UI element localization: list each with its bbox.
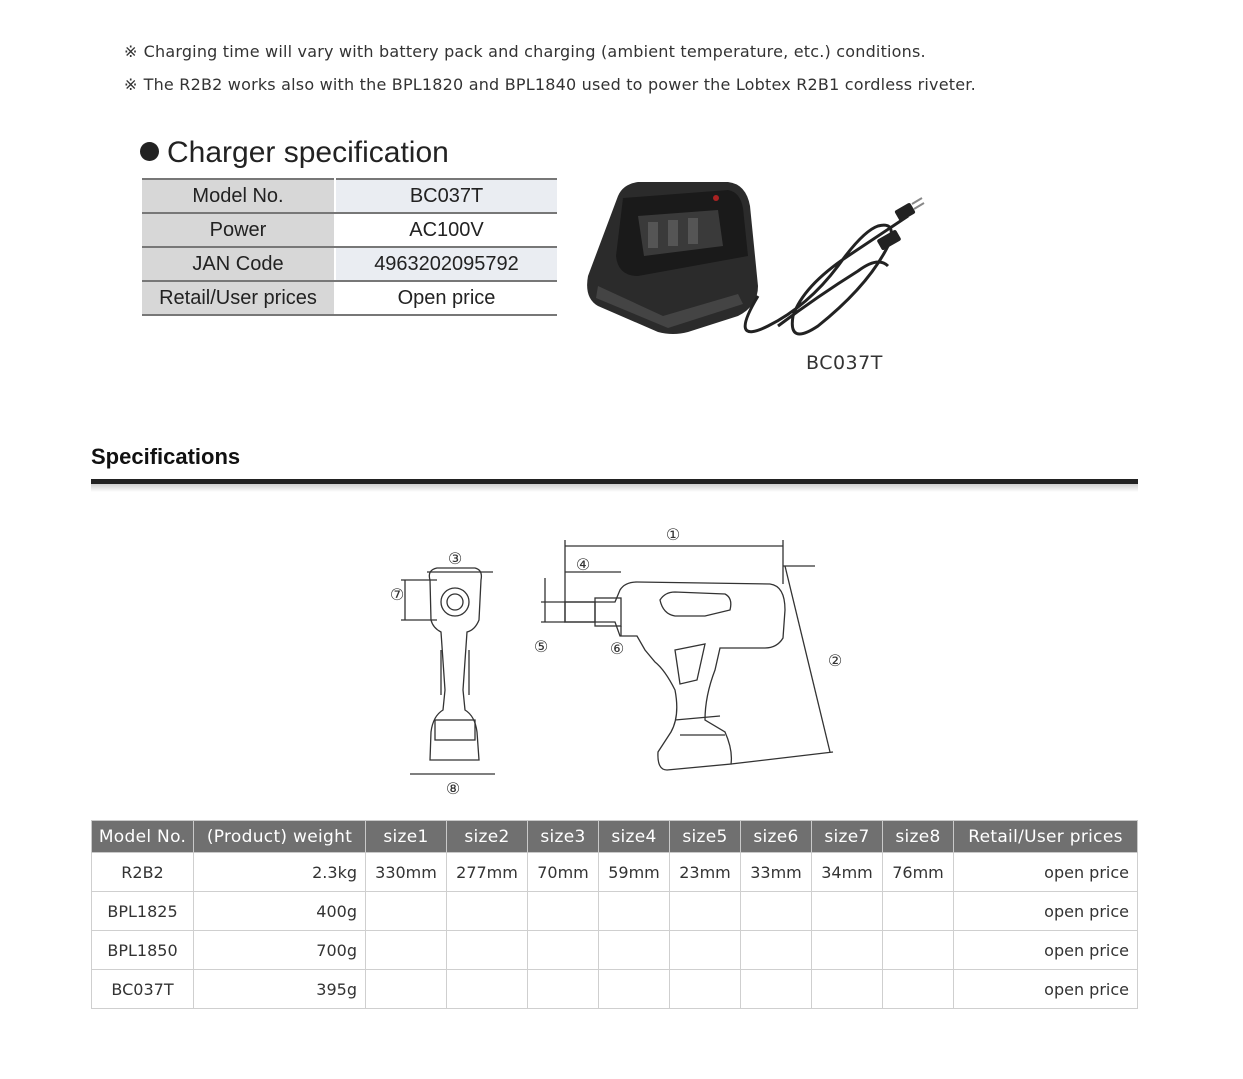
compat-note-text: The R2B2 works also with the BPL1820 and BPL1840 used to power the Lobtex R2B1 cordless riveter. [143,75,976,94]
cell-size7 [812,931,883,970]
table-row [92,853,1138,892]
cell-size4 [599,931,670,970]
charger-row [142,281,557,315]
cell-size5 [670,892,741,931]
cell-size1 [366,931,447,970]
cell-size4 [599,892,670,931]
dim-label: ⑥ [609,639,625,658]
column-header: size7 [812,821,883,853]
charger-row-value: 4963202095792 [335,247,557,281]
cell-model: BC037T [92,970,194,1009]
column-header: size6 [741,821,812,853]
cell-size3 [528,970,599,1009]
cell-size7 [812,970,883,1009]
column-header: (Product) weight [194,821,366,853]
charger-row-value: BC037T [335,179,557,213]
cell-weight: 700g [194,931,366,970]
cell-model: BPL1825 [92,892,194,931]
charging-note-text: Charging time will vary with battery pack and charging (ambient temperature, etc.) conditions. [143,42,926,61]
cell-size7 [812,892,883,931]
column-header: Retail/User prices [954,821,1138,853]
reference-mark-icon: ※ [124,75,138,94]
dim-label: ③ [447,549,463,568]
cell-size1 [366,970,447,1009]
cell-size5: 23mm [670,853,741,892]
charger-row [142,247,557,281]
column-header: size4 [599,821,670,853]
cell-size4 [599,970,670,1009]
cell-size5 [670,970,741,1009]
cell-price: open price [954,853,1138,892]
reference-mark-icon: ※ [124,42,138,61]
cell-size6 [741,931,812,970]
cell-weight: 395g [194,970,366,1009]
table-row [92,931,1138,970]
column-header: size5 [670,821,741,853]
column-header: size1 [366,821,447,853]
dim-label: ⑧ [445,779,461,798]
column-header: Model No. [92,821,194,853]
column-header: size2 [447,821,528,853]
charger-row-label: JAN Code [142,247,335,281]
cell-size1: 330mm [366,853,447,892]
cell-size5 [670,931,741,970]
charging-time-note [124,42,926,61]
table-header-row [92,821,1138,853]
cell-price: open price [954,892,1138,931]
dim-label: ⑦ [389,585,405,604]
charger-row-label: Retail/User prices [142,281,335,315]
cell-size3: 70mm [528,853,599,892]
cell-size6 [741,970,812,1009]
charger-row-label: Model No. [142,179,335,213]
charger-row [142,179,557,213]
dim-label: ④ [575,555,591,574]
cell-size3 [528,892,599,931]
cell-size4: 59mm [599,853,670,892]
charger-row [142,213,557,247]
cell-weight: 400g [194,892,366,931]
specifications-heading: Specifications [91,444,241,469]
cell-size2: 277mm [447,853,528,892]
charger-spec-table [142,178,557,316]
charger-row-value: AC100V [335,213,557,247]
charger-title-text: Charger specification [167,136,449,169]
cell-size8 [883,892,954,931]
heading-divider-shadow [91,484,1138,492]
charger-row-value: Open price [335,281,557,315]
table-row [92,970,1138,1009]
cell-model: BPL1850 [92,931,194,970]
cell-size7: 34mm [812,853,883,892]
cell-size2 [447,892,528,931]
cell-price: open price [954,931,1138,970]
column-header: size3 [528,821,599,853]
table-row [92,892,1138,931]
cell-size3 [528,931,599,970]
dim-label: ① [665,525,681,544]
charger-row-label: Power [142,213,335,247]
cell-size8: 76mm [883,853,954,892]
cell-size2 [447,970,528,1009]
compatibility-note [124,75,976,94]
specifications-table [91,820,1138,1009]
cell-model: R2B2 [92,853,194,892]
riveter-dimension-diagram [375,520,875,805]
column-header: size8 [883,821,954,853]
cell-price: open price [954,970,1138,1009]
charger-photo-caption: BC037T [806,352,883,374]
dim-label: ⑤ [533,637,549,656]
cell-size6: 33mm [741,853,812,892]
cell-size1 [366,892,447,931]
charger-photo [578,176,938,346]
cell-weight: 2.3kg [194,853,366,892]
cell-size8 [883,970,954,1009]
cell-size8 [883,931,954,970]
charger-spec-title [140,136,449,170]
cell-size6 [741,892,812,931]
cell-size2 [447,931,528,970]
dim-label: ② [827,651,843,670]
bullet-icon [140,142,159,161]
